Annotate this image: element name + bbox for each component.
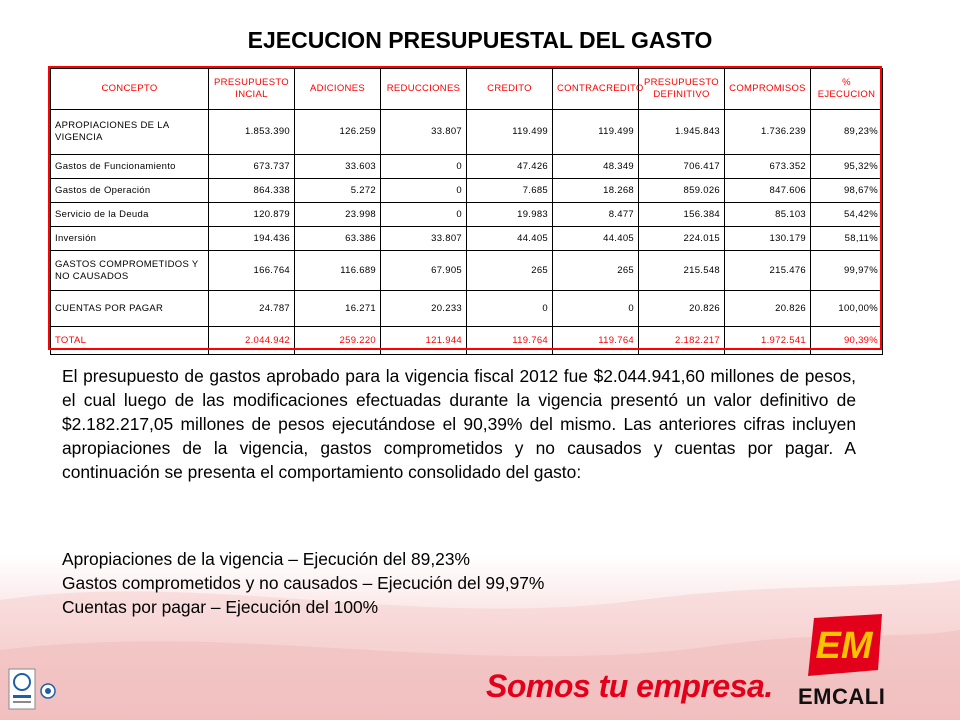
row-label: Gastos de Funcionamiento <box>51 155 209 179</box>
table-cell: 19.983 <box>467 203 553 227</box>
table-cell: 0 <box>381 155 467 179</box>
table-cell: 8.477 <box>553 203 639 227</box>
row-label: Gastos de Operación <box>51 179 209 203</box>
table-cell: 116.689 <box>295 251 381 291</box>
table-cell: 0 <box>381 179 467 203</box>
table-row <box>51 155 883 179</box>
table-cell: 215.476 <box>725 251 811 291</box>
total-cell: 121.944 <box>381 327 467 355</box>
table-cell: 44.405 <box>553 227 639 251</box>
table-cell: 95,32% <box>811 155 883 179</box>
table-cell: 0 <box>381 203 467 227</box>
table-cell: 673.737 <box>209 155 295 179</box>
total-cell: 90,39% <box>811 327 883 355</box>
table-cell: 859.026 <box>639 179 725 203</box>
table-cell: 20.826 <box>725 291 811 327</box>
row-label: Inversión <box>51 227 209 251</box>
table-row <box>51 110 883 155</box>
table-cell: 194.436 <box>209 227 295 251</box>
table-cell: 7.685 <box>467 179 553 203</box>
table-row <box>51 203 883 227</box>
header-ejecucion: % EJECUCION <box>811 69 883 110</box>
budget-table <box>50 68 883 355</box>
table-cell: 23.998 <box>295 203 381 227</box>
table-cell: 673.352 <box>725 155 811 179</box>
table-cell: 224.015 <box>639 227 725 251</box>
table-cell: 126.259 <box>295 110 381 155</box>
emcali-em-logo <box>800 612 890 682</box>
header-presupuesto-inicial: PRESUPUESTO INCIAL <box>209 69 295 110</box>
table-cell: 1.736.239 <box>725 110 811 155</box>
table-cell: 18.268 <box>553 179 639 203</box>
summary-line: Gastos comprometidos y no causados – Ejecución del 99,97% <box>62 573 545 593</box>
table-cell: 120.879 <box>209 203 295 227</box>
table-row <box>51 251 883 291</box>
summary-list <box>62 547 862 619</box>
table-cell: 48.349 <box>553 155 639 179</box>
certification-seal-icon <box>8 668 36 710</box>
summary-line: Apropiaciones de la vigencia – Ejecución del 89,23% <box>62 549 470 569</box>
table-cell: 63.386 <box>295 227 381 251</box>
total-cell: 259.220 <box>295 327 381 355</box>
table-cell: 33.807 <box>381 110 467 155</box>
table-cell: 1.853.390 <box>209 110 295 155</box>
total-cell: 2.044.942 <box>209 327 295 355</box>
table-cell: 215.548 <box>639 251 725 291</box>
table-cell: 54,42% <box>811 203 883 227</box>
table-header-row <box>51 69 883 110</box>
footer-slogan: Somos tu empresa. <box>486 668 773 704</box>
table-cell: 85.103 <box>725 203 811 227</box>
summary-line: Cuentas por pagar – Ejecución del 100% <box>62 597 379 617</box>
table-cell: 99,97% <box>811 251 883 291</box>
table-cell: 67.905 <box>381 251 467 291</box>
header-reducciones: REDUCCIONES <box>381 69 467 110</box>
total-label: TOTAL <box>51 327 209 355</box>
table-cell: 130.179 <box>725 227 811 251</box>
table-cell: 58,11% <box>811 227 883 251</box>
table-cell: 98,67% <box>811 179 883 203</box>
row-label: Servicio de la Deuda <box>51 203 209 227</box>
total-cell: 119.764 <box>553 327 639 355</box>
table-cell: 47.426 <box>467 155 553 179</box>
table-cell: 5.272 <box>295 179 381 203</box>
table-cell: 20.826 <box>639 291 725 327</box>
table-cell: 166.764 <box>209 251 295 291</box>
table-cell: 119.499 <box>467 110 553 155</box>
header-compromisos: COMPROMISOS <box>725 69 811 110</box>
table-row <box>51 227 883 251</box>
table-cell: 100,00% <box>811 291 883 327</box>
table-cell: 89,23% <box>811 110 883 155</box>
header-concepto: CONCEPTO <box>51 69 209 110</box>
header-contracredito: CONTRACREDITO <box>553 69 639 110</box>
header-adiciones: ADICIONES <box>295 69 381 110</box>
table-cell: 33.603 <box>295 155 381 179</box>
table-cell: 33.807 <box>381 227 467 251</box>
table-cell: 24.787 <box>209 291 295 327</box>
row-label: CUENTAS POR PAGAR <box>51 291 209 327</box>
row-label: APROPIACIONES DE LA VIGENCIA <box>51 110 209 155</box>
table-cell: 0 <box>553 291 639 327</box>
table-row <box>51 179 883 203</box>
table-cell: 119.499 <box>553 110 639 155</box>
table-cell: 1.945.843 <box>639 110 725 155</box>
table-cell: 847.606 <box>725 179 811 203</box>
table-row <box>51 291 883 327</box>
total-cell: 2.182.217 <box>639 327 725 355</box>
table-cell: 20.233 <box>381 291 467 327</box>
header-presupuesto-definitivo: PRESUPUESTO DEFINITIVO <box>639 69 725 110</box>
table-cell: 0 <box>467 291 553 327</box>
table-cell: 156.384 <box>639 203 725 227</box>
iso-certification-icon <box>40 683 56 699</box>
table-total-row <box>51 327 883 355</box>
footer-brand: EMCALI <box>798 684 886 709</box>
table-cell: 16.271 <box>295 291 381 327</box>
body-paragraph: El presupuesto de gastos aprobado para la vigencia fiscal 2012 fue $2.044.941,60 millones de pesos, el cual luego de las modificaciones efectuadas durante la vigencia presentó un valor definitivo de $2.182.217,05 millones de pesos ejecutándose el 90,39% del mismo. Las anteriores cifras incluyen apropiaciones de la vigencia, gastos comprometidos y no causados y cuentas por pagar. A continuación se presenta el comportamiento consolidado del gasto: <box>62 366 856 482</box>
header-credito: CREDITO <box>467 69 553 110</box>
row-label: GASTOS COMPROMETIDOS Y NO CAUSADOS <box>51 251 209 291</box>
table-cell: 706.417 <box>639 155 725 179</box>
total-cell: 1.972.541 <box>725 327 811 355</box>
logo-mark: EM <box>815 625 873 667</box>
table-cell: 864.338 <box>209 179 295 203</box>
page-title: EJECUCION PRESUPUESTAL DEL GASTO <box>247 27 713 53</box>
table-cell: 265 <box>553 251 639 291</box>
table-cell: 265 <box>467 251 553 291</box>
table-cell: 44.405 <box>467 227 553 251</box>
total-cell: 119.764 <box>467 327 553 355</box>
